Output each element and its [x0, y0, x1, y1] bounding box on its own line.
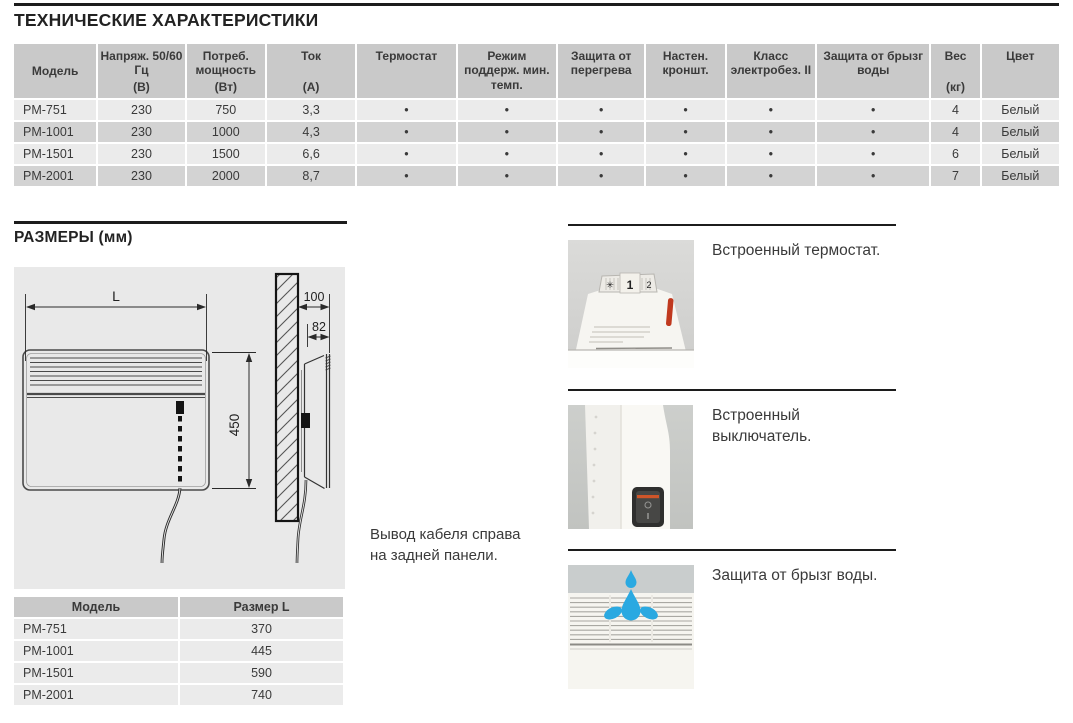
feature-caption: Защита от брызг воды. — [712, 567, 878, 584]
dial-mark-1: 1 — [626, 278, 634, 292]
cell-current: 6,6 — [267, 144, 355, 164]
cell-current: 4,3 — [267, 122, 355, 142]
size-row-pm1001 — [14, 641, 343, 661]
front-grille — [30, 358, 202, 385]
spec-col-color: Цвет — [982, 44, 1059, 98]
cell-overheat-dot: • — [558, 122, 644, 142]
spec-row-pm1001 — [14, 122, 1059, 142]
cell-length: 740 — [180, 685, 343, 705]
cell-min-temp-dot: • — [458, 166, 556, 186]
spec-col-voltage: Напряж. 50/60 Гц (В) — [98, 44, 184, 98]
cell-current: 8,7 — [267, 166, 355, 186]
cell-overheat-dot: • — [558, 166, 644, 186]
cell-class-dot: • — [727, 100, 815, 120]
cell-min-temp-dot: • — [458, 100, 556, 120]
depth2-label: 82 — [312, 320, 326, 334]
cell-thermostat-dot: • — [357, 166, 455, 186]
dial-mark-min: ✳ — [606, 280, 614, 290]
spec-col-min-temp-mode: Режим поддерж. мин. темп. — [458, 44, 556, 98]
cell-class-dot: • — [727, 122, 815, 142]
spec-col-overheat-protection: Защита от перегрева — [558, 44, 644, 98]
cell-class-dot: • — [727, 144, 815, 164]
size-row-pm751 — [14, 619, 343, 639]
cell-power: 750 — [187, 100, 265, 120]
cell-voltage: 230 — [98, 144, 184, 164]
spec-col-thermostat: Термостат — [357, 44, 455, 98]
cell-weight: 4 — [931, 122, 979, 142]
size-row-pm1501 — [14, 663, 343, 683]
cell-power: 1000 — [187, 122, 265, 142]
height-label: 450 — [227, 413, 242, 437]
cell-length: 590 — [180, 663, 343, 683]
feature-caption: Встроенный выключатель. — [712, 407, 812, 445]
wall-hatch — [276, 274, 298, 521]
switch-I-mark — [647, 513, 649, 519]
cell-min-temp-dot: • — [458, 122, 556, 142]
cell-weight: 4 — [931, 100, 979, 120]
spec-col-wall-bracket: Настен. кроншт. — [646, 44, 724, 98]
dial-mark-2: 2 — [646, 280, 652, 290]
cable-attach-block — [301, 413, 310, 428]
cell-voltage: 230 — [98, 166, 184, 186]
splash-photo — [568, 565, 694, 689]
spec-col-current: Ток (А) — [267, 44, 355, 98]
dimensions-rule — [14, 221, 347, 224]
cell-min-temp-dot: • — [458, 144, 556, 164]
cell-color: Белый — [982, 166, 1059, 186]
cable-outlet-block — [176, 401, 184, 414]
cell-color: Белый — [982, 144, 1059, 164]
cell-overheat-dot: • — [558, 100, 644, 120]
feature-splash — [568, 549, 896, 699]
spec-header-row — [14, 44, 1059, 98]
cell-model: PM-1501 — [14, 144, 96, 164]
cell-weight: 6 — [931, 144, 979, 164]
cell-thermostat-dot: • — [357, 100, 455, 120]
cell-length: 445 — [180, 641, 343, 661]
top-rule — [14, 3, 1059, 6]
spec-col-power: Потреб. мощность (Вт) — [187, 44, 265, 98]
device-base — [568, 350, 694, 368]
cell-voltage: 230 — [98, 122, 184, 142]
cell-voltage: 230 — [98, 100, 184, 120]
cell-length: 370 — [180, 619, 343, 639]
cell-power: 1500 — [187, 144, 265, 164]
cell-thermostat-dot: • — [357, 122, 455, 142]
cell-model: PM-1001 — [14, 641, 178, 661]
spec-col-model: Модель — [14, 44, 96, 98]
spec-row-pm751 — [14, 100, 1059, 120]
length-label: L — [112, 288, 120, 304]
cell-power: 2000 — [187, 166, 265, 186]
cell-current: 3,3 — [267, 100, 355, 120]
cell-thermostat-dot: • — [357, 144, 455, 164]
feature-switch — [568, 389, 896, 539]
cell-model: PM-1501 — [14, 663, 178, 683]
heater-edge-band — [585, 405, 621, 529]
cell-model: PM-2001 — [14, 166, 96, 186]
spec-row-pm2001 — [14, 166, 1059, 186]
feature-separator — [568, 389, 896, 391]
spec-col-electric-class: Класс электробез. II — [727, 44, 815, 98]
size-header-row — [14, 597, 343, 617]
cell-bracket-dot: • — [646, 166, 724, 186]
cell-overheat-dot: • — [558, 144, 644, 164]
cable-note: Вывод кабеля справа на задней панели. — [370, 526, 521, 564]
cell-bracket-dot: • — [646, 144, 724, 164]
size-row-pm2001 — [14, 685, 343, 705]
spec-col-splash-protection: Защита от брызг воды — [817, 44, 929, 98]
dimension-drawing — [14, 267, 345, 589]
cell-model: PM-2001 — [14, 685, 178, 705]
thermostat-photo — [568, 240, 694, 368]
cell-class-dot: • — [727, 166, 815, 186]
cell-splash-dot: • — [817, 100, 929, 120]
cell-bracket-dot: • — [646, 100, 724, 120]
cell-splash-dot: • — [817, 122, 929, 142]
cell-color: Белый — [982, 100, 1059, 120]
size-col-length: Размер L — [180, 597, 343, 617]
spec-col-weight: Вес (кг) — [931, 44, 979, 98]
dimensions-title: РАЗМЕРЫ (мм) — [14, 229, 133, 246]
cell-splash-dot: • — [817, 144, 929, 164]
depth-label: 100 — [303, 290, 325, 304]
spec-row-pm1501 — [14, 144, 1059, 164]
cell-color: Белый — [982, 122, 1059, 142]
cell-splash-dot: • — [817, 166, 929, 186]
cell-model: PM-751 — [14, 619, 178, 639]
feature-separator — [568, 549, 896, 551]
size-col-model: Модель — [14, 597, 178, 617]
feature-thermostat — [568, 224, 896, 374]
feature-caption: Встроенный термостат. — [712, 242, 881, 259]
cell-bracket-dot: • — [646, 122, 724, 142]
switch-red-line — [637, 495, 659, 498]
cell-model: PM-751 — [14, 100, 96, 120]
feature-separator — [568, 224, 896, 226]
cell-model: PM-1001 — [14, 122, 96, 142]
spec-table — [12, 42, 1061, 188]
size-table — [12, 595, 345, 707]
page-title: ТЕХНИЧЕСКИЕ ХАРАКТЕРИСТИКИ — [14, 10, 319, 30]
switch-photo — [568, 405, 693, 529]
cell-weight: 7 — [931, 166, 979, 186]
